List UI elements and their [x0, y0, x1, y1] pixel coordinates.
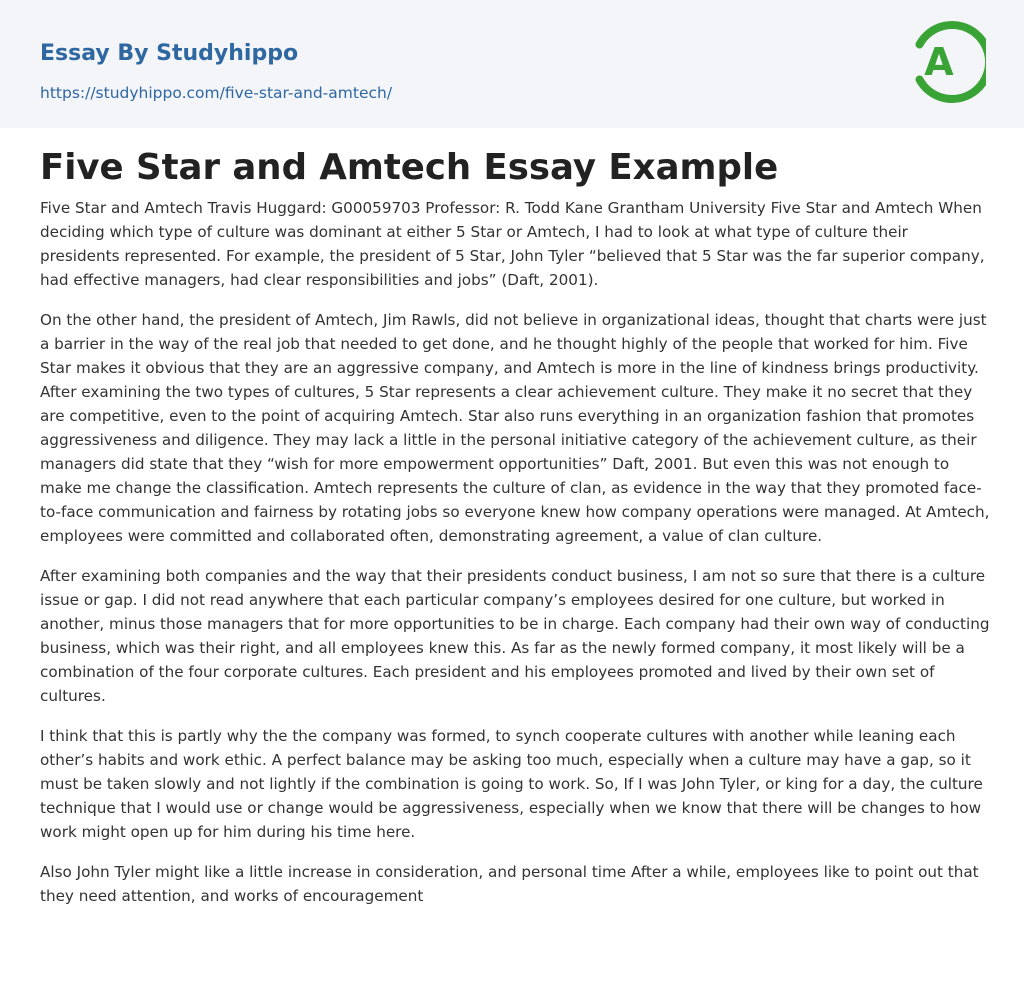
logo-letter: A — [924, 40, 954, 84]
site-header — [0, 0, 1024, 128]
essay-paragraph-1: Five Star and Amtech Travis Huggard: G00059703 Professor: R. Todd Kane Grantham University Five Star and Amtech When deciding which type of culture was dominant at either 5 Star or Amtech, I had to look at what type of culture their presidents represented. For example, the president of 5 Star, John Tyler “believed that 5 Star was the far superior company, had effective managers, had clear responsibilities and jobs” (Daft, 2001). — [40, 199, 985, 289]
essay-paragraph-5: Also John Tyler might like a little increase in consideration, and personal time After a while, employees like to point out that they need attention, and works of encouragement — [40, 863, 979, 905]
essay-body — [40, 196, 990, 908]
page-title: Five Star and Amtech Essay Example — [40, 147, 779, 188]
essay-paragraph-2: On the other hand, the president of Amtech, Jim Rawls, did not believe in organizational ideas, thought that charts were just a barrier in the way of the real job that needed to get done, and he thought highly of the people that worked for him. Five Star makes it obvious that they are an aggressive company, and Amtech is more in the line of kindness brings productivity. After examining the two types of cultures, 5 Star represents a clear achievement culture. They make it no secret that they are competitive, even to the point of acquiring Amtech. Star also runs everything in an organization fashion that promotes aggressiveness and diligence. They may lack a little in the personal initiative category of the achievement culture, as their managers did state that they “wish for more empowerment opportunities” Daft, 2001. But even this was not enough to make me change the classification. Amtech represents the culture of clan, as evidence in the way that they promoted face-to-face communication and fairness by rotating jobs so everyone knew how company operations were managed. At Amtech, employees were committed and collaborated often, demonstrating agreement, a value of clan culture. — [40, 311, 990, 545]
studyhippo-logo-icon[interactable] — [912, 19, 986, 105]
brand-title: Essay By Studyhippo — [40, 41, 299, 66]
essay-paragraph-4: I think that this is partly why the the company was formed, to synch cooperate cultures with another while leaning each other’s habits and work ethic. A perfect balance may be asking too much, especially when a culture may have a gap, so it must be taken slowly and not lightly if the combination is going to work. So, If I was John Tyler, or king for a day, the culture technique that I would use or change would be aggressiveness, especially when we know that there will be changes to how work might open up for him during his time here. — [40, 727, 983, 841]
article — [40, 142, 990, 924]
essay-paragraph-3: After examining both companies and the way that their presidents conduct business, I am not so sure that there is a culture issue or gap. I did not read anywhere that each particular company’s employees desired for one culture, but worked in another, minus those managers that for more opportunities to be in charge. Each company had their own way of conducting business, which was their right, and all employees knew this. As far as the newly formed company, it most likely will be a combination of the four corporate cultures. Each president and his employees promoted and lived by their own set of cultures. — [40, 567, 990, 705]
source-url-link[interactable]: https://studyhippo.com/five-star-and-amtech/ — [40, 84, 393, 102]
